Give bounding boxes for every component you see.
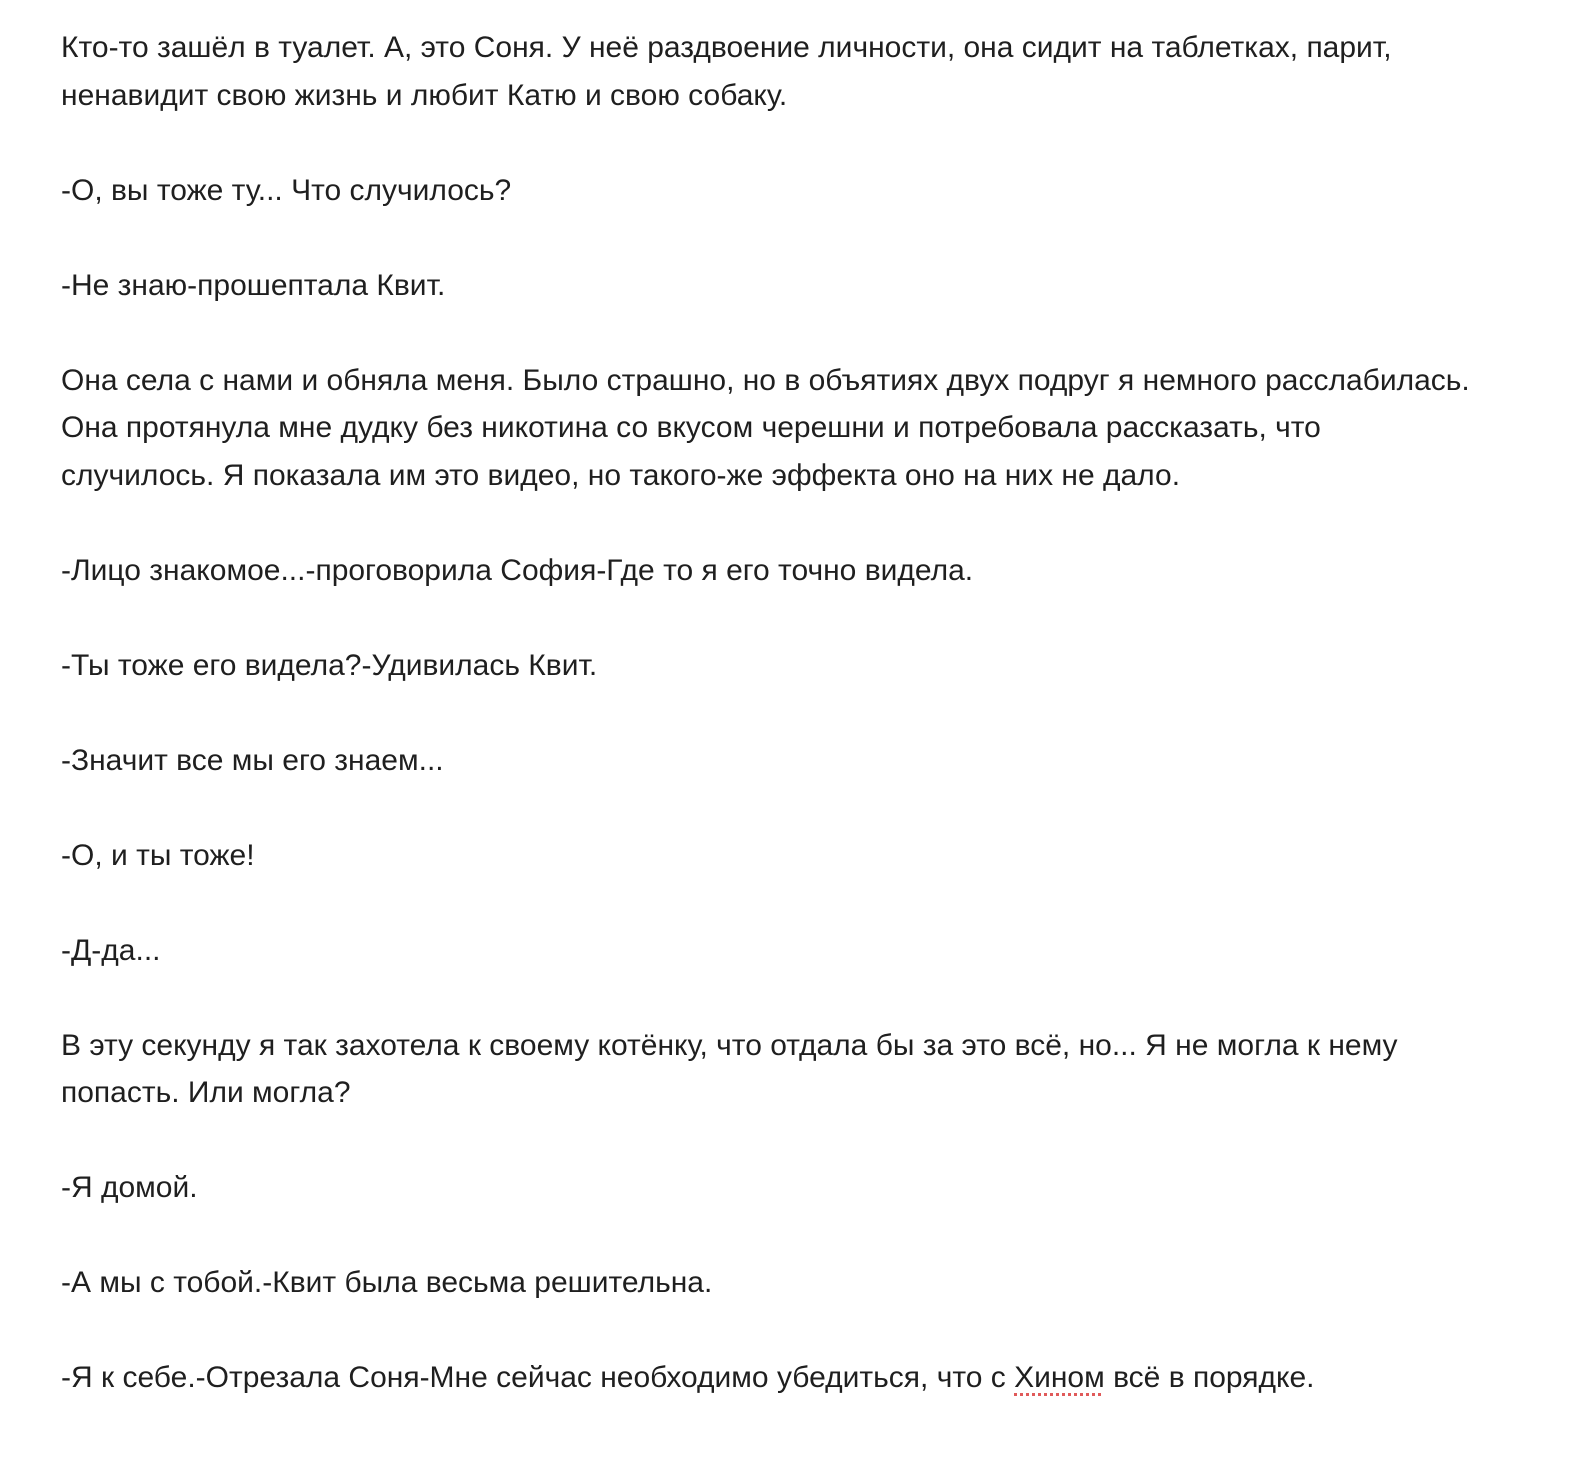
document-body	[61, 24, 1481, 1402]
spellcheck-flagged-word[interactable]: Хином	[1014, 1361, 1105, 1394]
paragraph-7: -Значит все мы его знаем...	[61, 743, 444, 777]
paragraph-13-start: -Я к себе.-Отрезала Соня-Мне сейчас необходимо убедиться, что с	[61, 1361, 1015, 1394]
paragraph-10: В эту секунду я так захотела к своему котёнку, что отдала бы за это всё, но... Я не могла к нему попасть. Или могла?	[61, 1028, 1398, 1109]
paragraph-11: -Я домой.	[61, 1171, 198, 1204]
paragraph-8: -О, и ты тоже!	[61, 838, 255, 872]
paragraph-5: -Лицо знакомое...-проговорила София-Где то я его точно видела.	[61, 553, 974, 587]
paragraph-6: -Ты тоже его видела?-Удивилась Квит.	[61, 648, 598, 682]
paragraph-4: Она села с нами и обняла меня. Было страшно, но в объятиях двух подруг я немного расслабилась. Она протянула мне дудку без никотина со вкусом черешни и потребовала рассказать, что случилось. Я показала им это видео, но такого-же эффекта оно на них не дало.	[61, 363, 1470, 492]
paragraph-1: Кто-то зашёл в туалет. А, это Соня. У неё раздвоение личности, она сидит на таблетках, парит, ненавидит свою жизнь и любит Катю и свою собаку.	[61, 31, 1392, 112]
paragraph-13-end: всё в порядке.	[1104, 1361, 1315, 1394]
paragraph-12: -А мы с тобой.-Квит была весьма решительна.	[61, 1266, 713, 1299]
paragraph-13	[61, 1354, 1481, 1402]
paragraph-3: -Не знаю-прошептала Квит.	[61, 268, 446, 302]
paragraph-2: -О, вы тоже ту... Что случилось?	[61, 173, 512, 207]
paragraph-9: -Д-да...	[61, 933, 161, 967]
